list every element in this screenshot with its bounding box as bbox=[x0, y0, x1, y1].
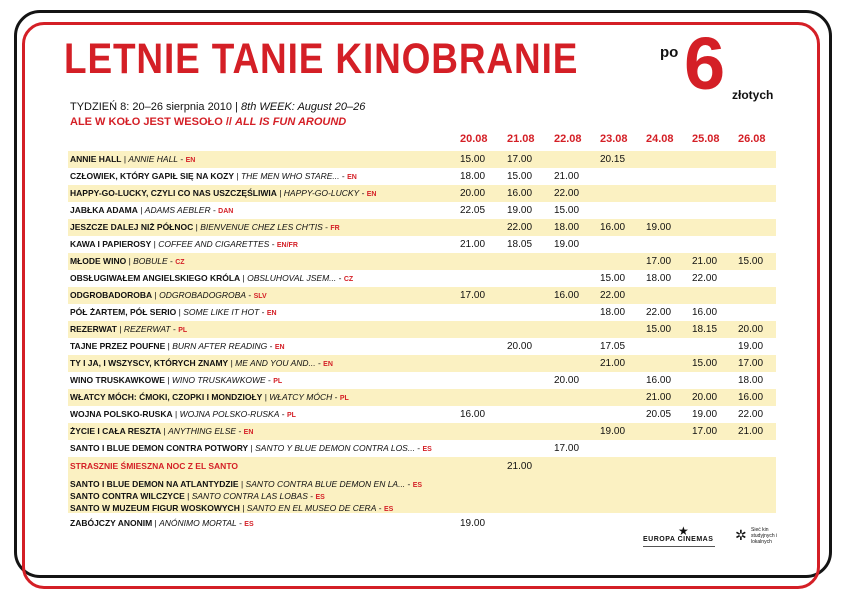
film-language: CZ bbox=[175, 259, 185, 266]
screening-time: 15.00 bbox=[460, 154, 486, 165]
film-language: EN bbox=[266, 310, 277, 317]
screening-time: 20.00 bbox=[738, 324, 764, 335]
screening-time: 20.00 bbox=[460, 188, 486, 199]
subtitle-pl: ALE W KOŁO JEST WESOŁO // bbox=[70, 116, 236, 128]
screening-time: 18.00 bbox=[600, 307, 626, 318]
screening-time: 20.00 bbox=[692, 392, 718, 403]
film-language: EN bbox=[274, 344, 285, 351]
europa-logo-text: EUROPA CINEMAS bbox=[643, 536, 714, 543]
film-language: CZ bbox=[343, 276, 354, 283]
screening-time: 21.00 bbox=[646, 392, 672, 403]
film-language: EN bbox=[366, 191, 377, 198]
film-language: ES bbox=[412, 482, 423, 489]
film-language: PL bbox=[273, 378, 283, 385]
film-title-pl: WŁATCY MÓCH: ĆMOKI, CZOPKI I MONDZIOŁY bbox=[70, 392, 263, 402]
screening-time: 19.00 bbox=[646, 222, 672, 233]
film-language: EN bbox=[243, 429, 254, 436]
film-title-original: SOME LIKE IT HOT bbox=[183, 307, 260, 317]
screening-time: 18.15 bbox=[692, 324, 718, 335]
screening-time: 17.00 bbox=[554, 443, 580, 454]
table-row bbox=[68, 236, 776, 253]
film-title-original: REZERWAT bbox=[123, 324, 171, 334]
film-title: ANNIE HALL | ANNIE HALL - EN bbox=[70, 154, 196, 164]
table-row bbox=[68, 168, 776, 185]
film-reel-icon: ✲ bbox=[735, 527, 747, 543]
film-title-original: BOBULE bbox=[133, 256, 168, 266]
film-title-original: ADAMS AEBLER bbox=[144, 205, 211, 215]
film-language: ES bbox=[383, 506, 394, 513]
film-title-pl: ODGROBADOROBA bbox=[70, 290, 153, 300]
price-prefix: po bbox=[660, 44, 679, 61]
week-pl: TYDZIEŃ 8: 20–26 sierpnia 2010 | bbox=[70, 101, 242, 113]
film-title-pl: CZŁOWIEK, KTÓRY GAPIŁ SIĘ NA KOZY bbox=[70, 171, 235, 181]
film-title-original: BIENVENUE CHEZ LES CH'TIS bbox=[200, 222, 323, 232]
film-title: MŁODE WINO | BOBULE - CZ bbox=[70, 256, 185, 266]
film-title: OBSŁUGIWAŁEM ANGIELSKIEGO KRÓLA | OBSLUHOVAL JSEM... - CZ bbox=[70, 273, 354, 283]
table-row bbox=[68, 219, 776, 236]
page-title: LETNIE TANIE KINOBRANIE bbox=[64, 35, 579, 83]
table-row bbox=[68, 304, 776, 321]
screening-time: 18.05 bbox=[507, 239, 533, 250]
date-column-header: 20.08 bbox=[460, 133, 488, 145]
film-title-original: ME AND YOU AND... bbox=[235, 358, 316, 368]
film-title-pl: HAPPY-GO-LUCKY, CZYLI CO NAS USZCZĘŚLIWIA bbox=[70, 188, 277, 198]
film-language: SLV bbox=[253, 293, 267, 300]
week-info bbox=[70, 101, 365, 113]
table-row bbox=[68, 423, 776, 440]
film-title: ZABÓJCZY ANONIM | ANÓNIMO MORTAL - ES bbox=[70, 518, 254, 528]
screening-time: 17.00 bbox=[738, 358, 764, 369]
price-unit: złotych bbox=[732, 88, 774, 102]
film-title-pl: PÓŁ ŻARTEM, PÓŁ SERIO bbox=[70, 307, 177, 317]
film-title: TAJNE PRZEZ POUFNE | BURN AFTER READING - EN bbox=[70, 341, 285, 351]
screening-time: 20.00 bbox=[507, 341, 533, 352]
film-language: DAN bbox=[218, 208, 234, 215]
santo-night-title: STRASZNIE ŚMIESZNA NOC Z EL SANTO bbox=[70, 461, 238, 471]
film-language: EN/FR bbox=[276, 242, 298, 249]
screening-time: 19.00 bbox=[692, 409, 718, 420]
table-row bbox=[68, 270, 776, 287]
screening-time: 15.00 bbox=[738, 256, 764, 267]
price-amount: 6 bbox=[684, 22, 726, 105]
screening-time: 22.00 bbox=[738, 409, 764, 420]
film-title: WŁATCY MÓCH: ĆMOKI, CZOPKI I MONDZIOŁY | WŁATCY MÓCH - PL bbox=[70, 392, 349, 402]
screening-time: 22.00 bbox=[646, 307, 672, 318]
santo-film: SANTO W MUZEUM FIGUR WOSKOWYCH | SANTO EN EL MUSEO DE CERA - ES bbox=[70, 503, 394, 513]
film-title: TY I JA, I WSZYSCY, KTÓRYCH ZNAMY | ME AND YOU AND... - EN bbox=[70, 358, 333, 368]
screening-time: 21.00 bbox=[460, 239, 486, 250]
film-title: JABŁKA ADAMA | ADAMS AEBLER - DAN bbox=[70, 205, 234, 215]
table-row bbox=[68, 287, 776, 304]
film-title-pl: JABŁKA ADAMA bbox=[70, 205, 138, 215]
sieci-kin-logo bbox=[735, 525, 785, 555]
film-title: ODGROBADOROBA | ODGROBADOGROBA - SLV bbox=[70, 290, 267, 300]
screening-time: 16.00 bbox=[738, 392, 764, 403]
film-title-original: BURN AFTER READING bbox=[172, 341, 268, 351]
santo-film: SANTO CONTRA WILCZYCE | SANTO CONTRA LAS LOBAS - ES bbox=[70, 491, 325, 501]
film-title-pl: SANTO CONTRA WILCZYCE bbox=[70, 491, 185, 501]
screening-time: 16.00 bbox=[600, 222, 626, 233]
film-title-pl: OBSŁUGIWAŁEM ANGIELSKIEGO KRÓLA bbox=[70, 273, 241, 283]
film-title: HAPPY-GO-LUCKY, CZYLI CO NAS USZCZĘŚLIWIA | HAPPY-GO-LUCKY - EN bbox=[70, 188, 377, 198]
film-title-pl: ZABÓJCZY ANONIM bbox=[70, 518, 153, 528]
film-title-pl: WOJNA POLSKO-RUSKA bbox=[70, 409, 173, 419]
film-title: CZŁOWIEK, KTÓRY GAPIŁ SIĘ NA KOZY | THE MEN WHO STARE... - EN bbox=[70, 171, 357, 181]
subtitle-en: ALL IS FUN AROUND bbox=[235, 116, 347, 128]
date-column-header: 23.08 bbox=[600, 133, 628, 145]
screening-time: 16.00 bbox=[507, 188, 533, 199]
film-title: SANTO I BLUE DEMON CONTRA POTWORY | SANTO Y BLUE DEMON CONTRA LOS... - ES bbox=[70, 443, 432, 453]
table-row bbox=[68, 253, 776, 270]
table-row bbox=[68, 151, 776, 168]
film-title-original: SANTO CONTRA LAS LOBAS bbox=[191, 491, 308, 501]
logo-divider bbox=[643, 546, 715, 547]
screening-time: 16.00 bbox=[692, 307, 718, 318]
film-title-pl: SANTO I BLUE DEMON CONTRA POTWORY bbox=[70, 443, 249, 453]
film-language: EN bbox=[323, 361, 333, 368]
screening-time: 19.00 bbox=[600, 426, 626, 437]
film-language: PL bbox=[339, 395, 349, 402]
table-row bbox=[68, 321, 776, 338]
film-language: ES bbox=[244, 521, 254, 528]
cycle-subtitle bbox=[70, 116, 346, 128]
screening-time: 19.00 bbox=[554, 239, 580, 250]
film-title-original: WINO TRUSKAWKOWE bbox=[171, 375, 266, 385]
table-row bbox=[68, 185, 776, 202]
film-title: JESZCZE DALEJ NIŻ PÓŁNOC | BIENVENUE CHEZ LES CH'TIS - FR bbox=[70, 222, 340, 232]
film-title: WOJNA POLSKO-RUSKA | WOJNA POLSKO-RUSKA - PL bbox=[70, 409, 296, 419]
screening-time: 22.05 bbox=[460, 205, 486, 216]
screening-time: 20.05 bbox=[646, 409, 672, 420]
film-title-pl: MŁODE WINO bbox=[70, 256, 127, 266]
screening-time: 22.00 bbox=[554, 188, 580, 199]
film-title-pl: ANNIE HALL bbox=[70, 154, 122, 164]
film-title: KAWA I PAPIEROSY | COFFEE AND CIGARETTES - EN/FR bbox=[70, 239, 298, 249]
film-language: PL bbox=[286, 412, 296, 419]
film-title: ŻYCIE I CAŁA RESZTA | ANYTHING ELSE - EN bbox=[70, 426, 254, 436]
table-row bbox=[68, 406, 776, 423]
sieci-logo-text: Sieć kin studyjnych i lokalnych bbox=[751, 527, 778, 545]
screening-time: 22.00 bbox=[692, 273, 718, 284]
screening-time: 20.00 bbox=[554, 375, 580, 386]
film-title: WINO TRUSKAWKOWE | WINO TRUSKAWKOWE - PL bbox=[70, 375, 283, 385]
santo-film: SANTO I BLUE DEMON NA ATLANTYDZIE | SANTO CONTRA BLUE DEMON EN LA... - ES bbox=[70, 479, 423, 489]
screening-time: 16.00 bbox=[554, 290, 580, 301]
screening-time: 15.00 bbox=[600, 273, 626, 284]
table-row bbox=[68, 355, 776, 372]
film-title-original: WOJNA POLSKO-RUSKA bbox=[179, 409, 280, 419]
film-title-original: SANTO Y BLUE DEMON CONTRA LOS... bbox=[255, 443, 415, 453]
screening-time: 21.00 bbox=[600, 358, 626, 369]
film-title-pl: TY I JA, I WSZYSCY, KTÓRYCH ZNAMY bbox=[70, 358, 229, 368]
santo-night-block bbox=[68, 457, 776, 513]
film-title-pl: TAJNE PRZEZ POUFNE bbox=[70, 341, 166, 351]
screening-time: 17.05 bbox=[600, 341, 626, 352]
film-title-original: ANNIE HALL bbox=[128, 154, 179, 164]
film-language: ES bbox=[422, 446, 432, 453]
screening-time: 21.00 bbox=[554, 171, 580, 182]
screening-time: 19.00 bbox=[507, 205, 533, 216]
film-language: ES bbox=[315, 494, 325, 501]
film-title-original: ANYTHING ELSE bbox=[168, 426, 237, 436]
film-title: REZERWAT | REZERWAT - PL bbox=[70, 324, 188, 334]
film-language: EN bbox=[185, 157, 196, 164]
table-row bbox=[68, 372, 776, 389]
europa-cinemas-logo bbox=[643, 524, 723, 554]
film-title-pl: ŻYCIE I CAŁA RESZTA bbox=[70, 426, 162, 436]
film-title-original: OBSLUHOVAL JSEM... bbox=[247, 273, 337, 283]
film-title-pl: REZERWAT bbox=[70, 324, 117, 334]
screening-time: 17.00 bbox=[460, 290, 486, 301]
film-title-pl: SANTO I BLUE DEMON NA ATLANTYDZIE bbox=[70, 479, 239, 489]
table-row bbox=[68, 440, 776, 457]
screening-time: 17.00 bbox=[692, 426, 718, 437]
film-title-original: SANTO CONTRA BLUE DEMON EN LA... bbox=[245, 479, 406, 489]
film-title-pl: KAWA I PAPIEROSY bbox=[70, 239, 152, 249]
screening-time: 15.00 bbox=[692, 358, 718, 369]
date-column-header: 24.08 bbox=[646, 133, 674, 145]
film-title-pl: JESZCZE DALEJ NIŻ PÓŁNOC bbox=[70, 222, 194, 232]
film-title-original: SANTO EN EL MUSEO DE CERA bbox=[246, 503, 377, 513]
screening-time: 19.00 bbox=[460, 518, 486, 529]
screening-time: 21.00 bbox=[738, 426, 764, 437]
date-column-header: 21.08 bbox=[507, 133, 535, 145]
film-language: PL bbox=[178, 327, 188, 334]
table-row bbox=[68, 389, 776, 406]
screening-time: 17.00 bbox=[646, 256, 672, 267]
screening-time: 15.00 bbox=[554, 205, 580, 216]
table-row bbox=[68, 202, 776, 219]
screening-time: 21.00 bbox=[692, 256, 718, 267]
film-title-original: COFFEE AND CIGARETTES bbox=[158, 239, 270, 249]
film-title-original: HAPPY-GO-LUCKY bbox=[283, 188, 360, 198]
screening-time: 18.00 bbox=[554, 222, 580, 233]
screening-time: 15.00 bbox=[507, 171, 533, 182]
screening-time: 18.00 bbox=[738, 375, 764, 386]
screening-time: 19.00 bbox=[738, 341, 764, 352]
screening-time: 16.00 bbox=[460, 409, 486, 420]
date-column-header: 26.08 bbox=[738, 133, 766, 145]
date-column-header: 25.08 bbox=[692, 133, 720, 145]
film-title-pl: WINO TRUSKAWKOWE bbox=[70, 375, 165, 385]
screening-time: 21.00 bbox=[507, 461, 533, 472]
film-language: EN bbox=[347, 174, 357, 181]
date-column-header: 22.08 bbox=[554, 133, 582, 145]
screening-time: 18.00 bbox=[646, 273, 672, 284]
star-icon: ★ bbox=[678, 524, 689, 538]
screening-time: 17.00 bbox=[507, 154, 533, 165]
screening-time: 16.00 bbox=[646, 375, 672, 386]
table-row bbox=[68, 338, 776, 355]
screening-time: 20.15 bbox=[600, 154, 626, 165]
film-title-original: WŁATCY MÓCH bbox=[269, 392, 333, 402]
film-title-original: ODGROBADOGROBA bbox=[159, 290, 247, 300]
screening-time: 22.00 bbox=[600, 290, 626, 301]
film-title-pl: SANTO W MUZEUM FIGUR WOSKOWYCH bbox=[70, 503, 240, 513]
screening-time: 22.00 bbox=[507, 222, 533, 233]
film-title-original: ANÓNIMO MORTAL bbox=[159, 518, 237, 528]
schedule-table bbox=[68, 151, 776, 533]
week-en: 8th WEEK: August 20–26 bbox=[241, 101, 366, 113]
screening-time: 18.00 bbox=[460, 171, 486, 182]
film-title-original: THE MEN WHO STARE... bbox=[240, 171, 340, 181]
film-language: FR bbox=[330, 225, 340, 232]
film-title: PÓŁ ŻARTEM, PÓŁ SERIO | SOME LIKE IT HOT - EN bbox=[70, 307, 277, 317]
screening-time: 15.00 bbox=[646, 324, 672, 335]
